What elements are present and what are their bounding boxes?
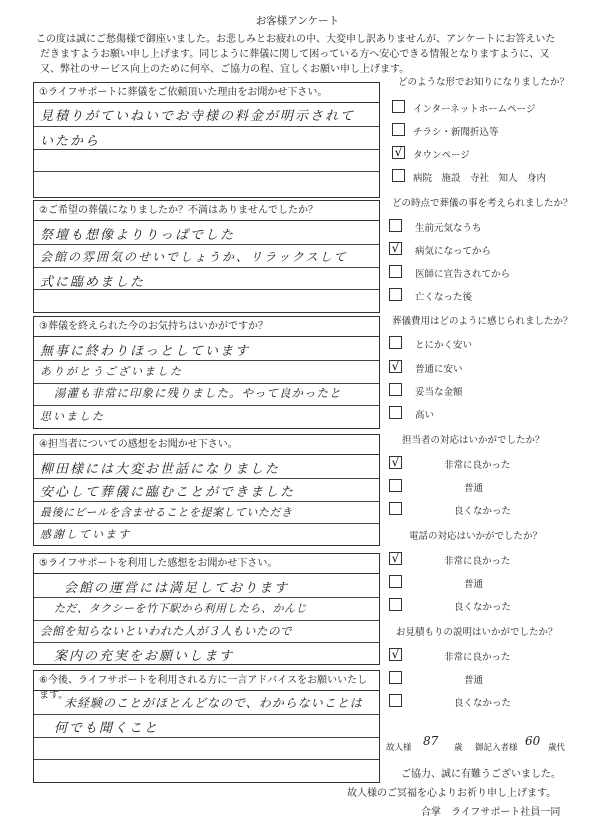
answer-line: 思いました bbox=[40, 410, 105, 423]
checkbox[interactable] bbox=[389, 383, 402, 396]
side-question-label: 電話の対応はいかがでしたか？ bbox=[409, 531, 543, 542]
checkbox[interactable] bbox=[389, 502, 402, 515]
deceased-age-label: 故人様 bbox=[386, 743, 412, 753]
side-question-label: 葬儀費用はどのように感じられましたか？ bbox=[392, 316, 573, 327]
answer-line: 無事に終わりほっとしています bbox=[40, 344, 251, 359]
checkbox[interactable] bbox=[389, 265, 402, 278]
option-label: 妥当な金額 bbox=[415, 387, 463, 398]
checkbox[interactable] bbox=[389, 575, 402, 588]
question-label: ①ライフサポートに葬儀をご依頼頂いた理由をお聞かせ下さい。 bbox=[34, 83, 379, 103]
option-label: 普通 bbox=[464, 675, 484, 686]
question-box-1 bbox=[33, 82, 380, 198]
intro-line: だきますようお願い申し上げます。同じように葬儀に関して困っている方へ安心できる情報となりますように、又 bbox=[40, 49, 550, 60]
checkbox[interactable] bbox=[389, 598, 402, 611]
checkbox[interactable] bbox=[389, 479, 402, 492]
option-label: インターネットホームページ bbox=[413, 104, 536, 115]
answer-line: いたから bbox=[40, 134, 101, 149]
option-label: 生前元気なうち bbox=[415, 223, 482, 234]
answer-line: 見積りがていねいでお寺様の料金が明示されて bbox=[40, 109, 356, 124]
question-box-5 bbox=[33, 553, 380, 665]
intro-text bbox=[36, 32, 566, 77]
question-label: ⑤ライフサポートを利用した感想をお聞かせ下さい。 bbox=[34, 554, 379, 574]
answer-line: 安心して葬儀に臨むことができました bbox=[40, 485, 296, 500]
checkbox[interactable] bbox=[392, 169, 405, 182]
checkbox[interactable] bbox=[392, 100, 405, 113]
option-label: 非常に良かった bbox=[444, 652, 511, 663]
question-box-2 bbox=[33, 200, 380, 313]
option-label: 病院 施設 寺社 知人 身内 bbox=[413, 173, 547, 184]
answer-line: 何でも聞くこと bbox=[54, 721, 160, 736]
intro-line: 又、弊社のサービス向上のために何卒、ご協力の程、宜しくお願い申し上げます。 bbox=[40, 64, 410, 75]
checkbox[interactable] bbox=[389, 219, 402, 232]
option-label: 良くなかった bbox=[454, 506, 512, 517]
question-label: ③葬儀を終えられた今のお気持ちはいかがですか？ bbox=[34, 317, 379, 337]
thanks-text: ご協力、誠に有難うございました。 bbox=[401, 769, 561, 780]
answer-line: 会館を知らないといわれた人が３人もいたので bbox=[40, 624, 292, 638]
condolence-text: 故人様のご冥福を心よりお祈り申し上げます。 bbox=[347, 788, 557, 799]
checkbox[interactable] bbox=[389, 336, 402, 349]
question-box-4 bbox=[33, 434, 380, 546]
signature-text: 合掌 ライフサポート社員一同 bbox=[421, 807, 561, 818]
answer-line: 柳田様には大変お世話になりました bbox=[40, 462, 281, 477]
option-label: 病気になってから bbox=[415, 246, 492, 257]
question-box-3 bbox=[33, 316, 380, 429]
checkbox[interactable] bbox=[389, 406, 402, 419]
age-unit: 歳 bbox=[454, 743, 463, 753]
answer-line: ありがとうございました bbox=[40, 365, 183, 378]
checkbox[interactable] bbox=[389, 671, 402, 684]
checkbox[interactable]: √ bbox=[389, 242, 402, 255]
side-question-label: 担当者の対応はいかがでしたか？ bbox=[402, 435, 545, 446]
answer-line: 会館の運営には満足しております bbox=[64, 581, 290, 596]
deceased-age-value[interactable]: 87 bbox=[423, 734, 439, 748]
answer-line: 最後にビールを含ませることを提案していただき bbox=[40, 506, 293, 519]
side-question-label: どのような形でお知りになりましたか？ bbox=[398, 77, 570, 88]
intro-line: この度は誠にご愁傷様で御座いました。お悲しみとお疲れの中、大変申し訳ありませんが、アンケートにお答えいた bbox=[36, 34, 556, 45]
side-question-label: どの時点で葬儀の事を考えられましたか？ bbox=[392, 198, 573, 209]
option-label: 非常に良かった bbox=[444, 460, 511, 471]
side-question-label: お見積もりの説明はいかがでしたか？ bbox=[396, 627, 558, 638]
question-label: ⑥今後、ライフサポートを利用される方に一言アドバイスをお願いいたします。 bbox=[34, 671, 379, 691]
writer-age-label: 御記入者様 bbox=[475, 743, 518, 753]
option-label: 普通 bbox=[464, 483, 484, 494]
question-label: ④担当者についての感想をお聞かせ下さい。 bbox=[34, 435, 379, 455]
answer-line: 会館の雰囲気のせいでしょうか、リラックスして bbox=[40, 250, 348, 264]
option-label: タウンページ bbox=[413, 150, 470, 161]
option-label: 良くなかった bbox=[454, 698, 512, 709]
checkbox[interactable]: √ bbox=[389, 552, 402, 565]
checkbox[interactable]: √ bbox=[389, 360, 402, 373]
page-title: お客様アンケート bbox=[255, 15, 340, 27]
option-label: とにかく安い bbox=[415, 340, 473, 351]
checkbox[interactable] bbox=[392, 123, 405, 136]
option-label: 亡くなった後 bbox=[415, 292, 473, 303]
answer-line: 式に臨めました bbox=[40, 275, 146, 290]
checkbox[interactable] bbox=[389, 694, 402, 707]
answer-line: 案内の充実をお願いします bbox=[54, 649, 235, 664]
answer-line: 未経験のことがほとんどなので、わからないことは bbox=[64, 696, 363, 710]
answer-line: ただ、タクシーを竹下駅から利用したら、かんじ bbox=[54, 602, 307, 615]
answer-line: 祭壇も想像よりりっぱでした bbox=[40, 228, 236, 243]
question-label: ②ご希望の葬儀になりましたか？不満はありませんでしたか？ bbox=[34, 201, 379, 221]
option-label: 普通に安い bbox=[415, 364, 463, 375]
option-label: 良くなかった bbox=[454, 602, 512, 613]
option-label: 医師に宣告されてから bbox=[415, 269, 511, 280]
answer-line: 湯灌も非常に印象に残りました。やって良かったと bbox=[54, 386, 342, 400]
question-box-6 bbox=[33, 670, 380, 783]
option-label: 高い bbox=[415, 410, 435, 421]
answer-line: 感謝しています bbox=[40, 528, 131, 541]
checkbox[interactable]: √ bbox=[392, 146, 405, 159]
checkbox[interactable] bbox=[389, 288, 402, 301]
checkbox[interactable]: √ bbox=[389, 456, 402, 469]
option-label: チラシ・新聞折込等 bbox=[413, 127, 499, 138]
option-label: 非常に良かった bbox=[444, 556, 511, 567]
writer-age-value[interactable]: 60 bbox=[525, 734, 541, 748]
option-label: 普通 bbox=[464, 579, 484, 590]
checkbox[interactable]: √ bbox=[389, 648, 402, 661]
age-unit: 歳代 bbox=[548, 743, 566, 753]
